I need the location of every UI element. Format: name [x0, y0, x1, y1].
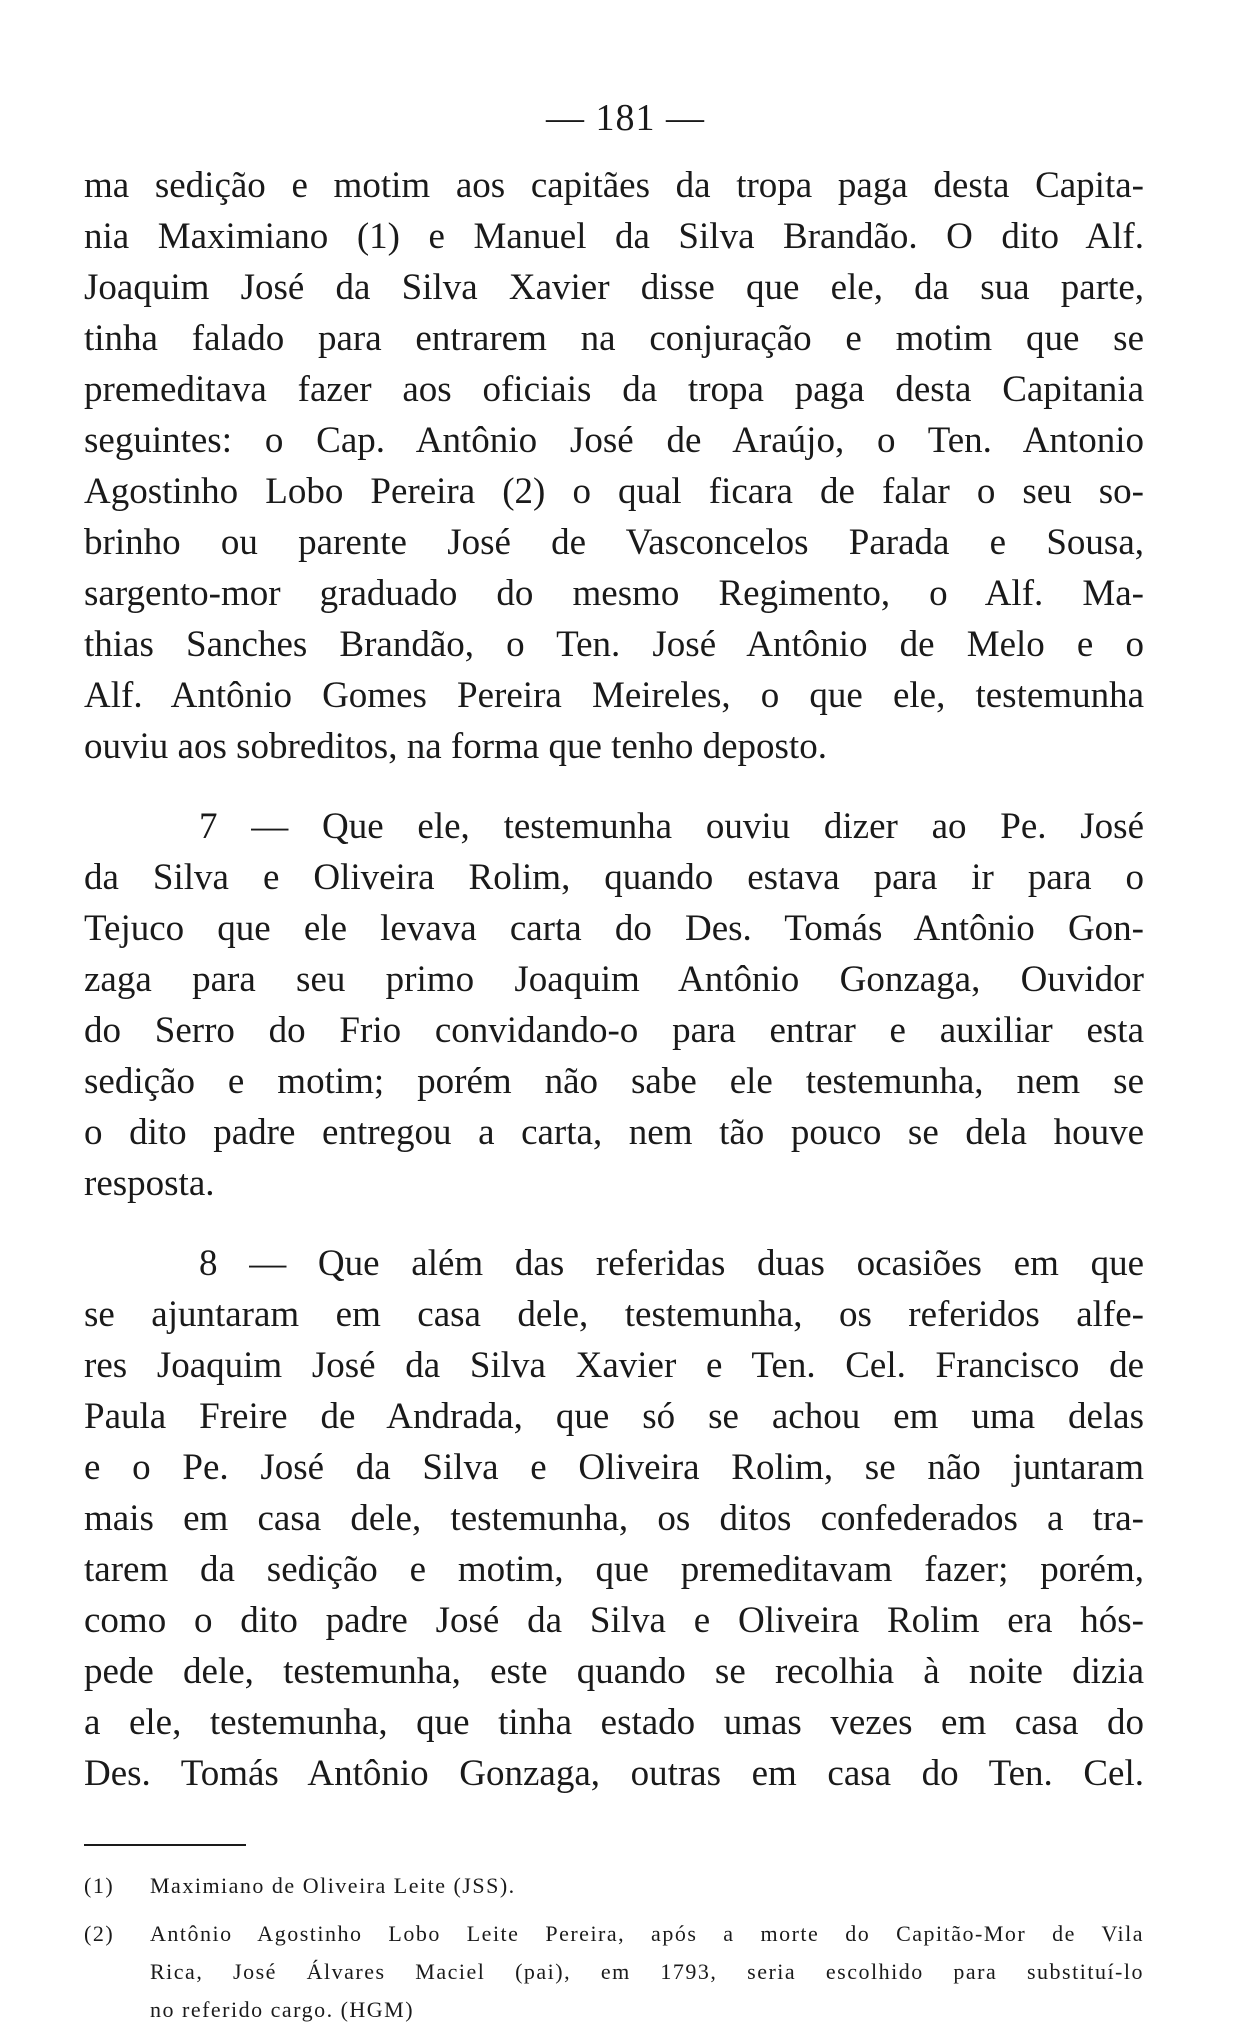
footnote-line: [84, 1867, 1144, 1905]
text-line: do Serro do Frio convidando-o para entrar e auxiliar esta: [84, 1010, 1144, 1051]
footnote-line: [84, 1915, 1144, 1953]
text-line: thias Sanches Brandão, o Ten. José Antônio de Melo e o: [84, 624, 1144, 665]
text-line: Des. Tomás Antônio Gonzaga, outras em casa do Ten. Cel.: [84, 1753, 1144, 1794]
body-text: [84, 160, 1144, 1799]
text-line: brinho ou parente José de Vasconcelos Parada e Sousa,: [84, 522, 1144, 563]
paragraph-item-7: [84, 801, 1144, 1209]
footnotes: [84, 1867, 1144, 2029]
text-line: tinha falado para entrarem na conjuração e motim que se: [84, 318, 1144, 359]
footnote-separator: [84, 1844, 246, 1846]
text-line: tarem da sedição e motim, que premeditavam fazer; porém,: [84, 1549, 1144, 1590]
text-line: resposta.: [84, 1163, 215, 1204]
footnote-spacer: [84, 1905, 1144, 1915]
text-line: sedição e motim; porém não sabe ele testemunha, nem se: [84, 1061, 1144, 1102]
footnote-2: [84, 1915, 1144, 2029]
text-line: ouviu aos sobreditos, na forma que tenho deposto.: [84, 726, 827, 767]
text-line: premeditava fazer aos oficiais da tropa paga desta Capitania: [84, 369, 1144, 410]
paragraph-spacer: [84, 772, 1144, 801]
text-line: Tejuco que ele levava carta do Des. Tomás Antônio Gon-: [84, 908, 1144, 949]
footnote-text: Maximiano de Oliveira Leite (JSS).: [150, 1873, 516, 1898]
text-line: ma sedição e motim aos capitães da tropa paga desta Capita-: [84, 165, 1144, 206]
text-line: 8 — Que além das referidas duas ocasiões em que: [199, 1243, 1144, 1284]
text-line: seguintes: o Cap. Antônio José de Araújo, o Ten. Antonio: [84, 420, 1144, 461]
text-line: Alf. Antônio Gomes Pereira Meireles, o que ele, testemunha: [84, 675, 1144, 716]
text-line: e o Pe. José da Silva e Oliveira Rolim, se não juntaram: [84, 1447, 1144, 1488]
paragraph-continuation: [84, 160, 1144, 772]
text-line: nia Maximiano (1) e Manuel da Silva Brandão. O dito Alf.: [84, 216, 1144, 257]
paragraph-item-8: [84, 1238, 1144, 1799]
text-line: como o dito padre José da Silva e Oliveira Rolim era hós-: [84, 1600, 1144, 1641]
footnote-label: (1): [84, 1873, 115, 1898]
footnote-line: Rica, José Álvares Maciel (pai), em 1793, seria escolhido para substituí-lo: [150, 1959, 1144, 1984]
text-line: 7 — Que ele, testemunha ouviu dizer ao Pe. José: [199, 806, 1144, 847]
text-line: o dito padre entregou a carta, nem tão pouco se dela houve: [84, 1112, 1144, 1153]
footnote-1: [84, 1867, 1144, 1905]
text-line: mais em casa dele, testemunha, os ditos confederados a tra-: [84, 1498, 1144, 1539]
text-line: pede dele, testemunha, este quando se recolhia à noite dizia: [84, 1651, 1144, 1692]
text-line: a ele, testemunha, que tinha estado umas vezes em casa do: [84, 1702, 1144, 1743]
footnote-line: no referido cargo. (HGM): [150, 1997, 415, 2022]
paragraph-spacer: [84, 1209, 1144, 1238]
page-number: — 181 —: [546, 97, 705, 139]
footnote-text: Antônio Agostinho Lobo Leite Pereira, após a morte do Capitão-Mor de Vila: [150, 1921, 1144, 1946]
text-line: res Joaquim José da Silva Xavier e Ten. Cel. Francisco de: [84, 1345, 1144, 1386]
text-line: se ajuntaram em casa dele, testemunha, os referidos alfe-: [84, 1294, 1144, 1335]
text-line: Agostinho Lobo Pereira (2) o qual ficara de falar o seu so-: [84, 471, 1144, 512]
text-line: sargento-mor graduado do mesmo Regimento, o Alf. Ma-: [84, 573, 1144, 614]
text-line: Joaquim José da Silva Xavier disse que ele, da sua parte,: [84, 267, 1144, 308]
text-line: da Silva e Oliveira Rolim, quando estava para ir para o: [84, 857, 1144, 898]
text-line: Paula Freire de Andrada, que só se achou em uma delas: [84, 1396, 1144, 1437]
footnote-label: (2): [84, 1921, 115, 1946]
text-line: zaga para seu primo Joaquim Antônio Gonzaga, Ouvidor: [84, 959, 1144, 1000]
